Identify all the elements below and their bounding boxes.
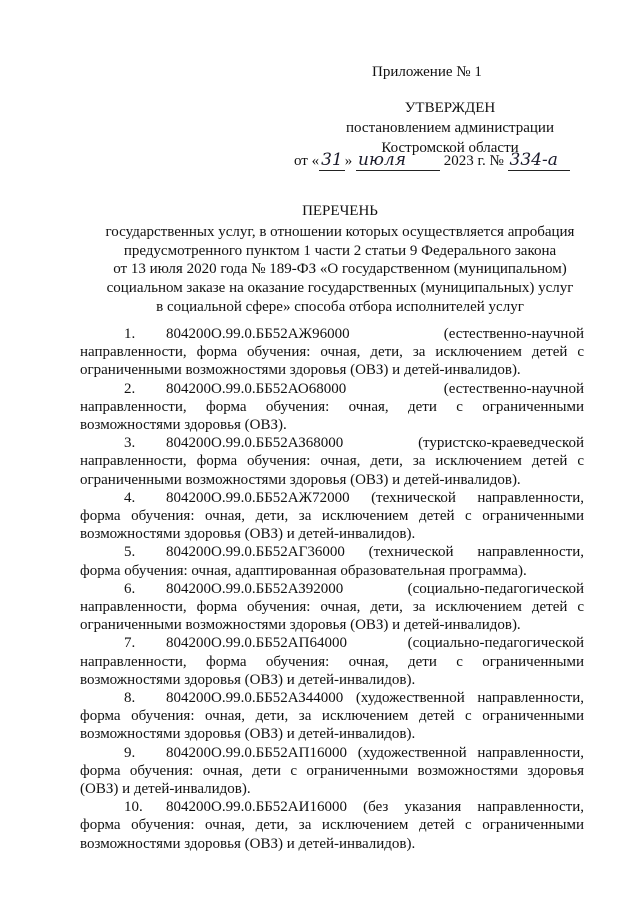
item-number: 10. <box>124 799 143 816</box>
approval-date <box>294 150 570 171</box>
list-item <box>80 434 584 489</box>
year-text: 2023 г. № <box>443 153 504 169</box>
title-line: государственных услуг, в отношении которых осуществляется апробация <box>105 223 575 240</box>
item-text: (технической направленности, форма обучения: очная, адаптированная образовательная программа). <box>80 544 584 579</box>
item-number: 8. <box>124 690 136 707</box>
handwritten-number <box>508 150 570 171</box>
list-item <box>80 489 584 544</box>
item-text: (технической направленности, форма обучения: очная, дети, за исключением детей с ограниченными возможностями здоровья (ОВЗ) и детей-инвалидов). <box>80 489 584 543</box>
list-item <box>80 380 584 435</box>
list-item <box>80 543 584 579</box>
item-code: 804200О.99.0.ББ52АЖ96000 <box>166 326 350 342</box>
item-number: 4. <box>124 489 136 506</box>
list-item <box>80 580 584 635</box>
item-number: 9. <box>124 744 136 761</box>
list-item <box>80 634 584 689</box>
title-heading: ПЕРЕЧЕНЬ <box>302 203 378 219</box>
list-item <box>80 325 584 380</box>
item-code: 804200О.99.0.ББ52АИ16000 <box>166 799 347 816</box>
item-code: 804200О.99.0.ББ52АП16000 <box>166 744 347 761</box>
item-text: (социально-педагогической направленности, форма обучения: очная, дети, за исключением детей с ограниченными возможностями здоровья (ОВЗ) и детей-инвалидов). <box>80 580 584 634</box>
month-value: июля <box>358 150 406 170</box>
number-value: 334-а <box>509 150 558 170</box>
title-line: в социальной сфере» способа отбора исполнителей услуг <box>156 298 524 315</box>
approval-block <box>330 98 570 158</box>
handwritten-month <box>356 150 440 171</box>
handwritten-day <box>319 150 345 171</box>
approved-line-2: Костромской области <box>381 140 519 156</box>
item-code: 804200О.99.0.ББ52АГ36000 <box>166 544 345 561</box>
appendix-label: Приложение № 1 <box>372 64 482 80</box>
item-number: 3. <box>124 435 136 452</box>
item-number: 2. <box>124 380 136 397</box>
list-item <box>80 744 584 799</box>
item-code: 804200О.99.0.ББ52АО68000 <box>166 380 347 397</box>
title-line: от 13 июля 2020 года № 189-ФЗ «О государственном (муниципальном) <box>113 261 567 278</box>
item-text: (естественно-научной направленности, форма обучения: очная, дети с ограниченными возможностями здоровья (ОВЗ). <box>80 380 584 434</box>
item-text: (социально-педагогической направленности, форма обучения: очная, дети с ограниченными возможностями здоровья (ОВЗ) и детей-инвалидов). <box>80 635 584 688</box>
item-number: 5. <box>124 544 136 561</box>
date-mid: » <box>344 153 353 169</box>
title-line: предусмотренного пунктом 1 части 2 статьи 9 Федерального закона <box>123 242 557 259</box>
date-prefix: от « <box>294 153 320 169</box>
day-value: 31 <box>321 150 343 170</box>
item-code: 804200О.99.0.ББ52АЖ72000 <box>166 489 350 506</box>
item-number: 1. <box>124 326 136 342</box>
list-item <box>80 689 584 744</box>
approved-heading: УТВЕРЖДЕН <box>404 100 496 116</box>
services-list <box>80 325 584 853</box>
item-text: (естественно-научной направленности, форма обучения: очная, дети, за исключением детей с ограниченными возможностями здоровья (ОВЗ) и детей-инвалидов). <box>80 326 584 379</box>
item-code: 804200О.99.0.ББ52АЗ44000 <box>166 690 344 707</box>
item-text: (без указания направленности, форма обучения: очная, дети, за исключением детей с ограниченными возможностями здоровья (ОВЗ) и детей-инвалидов). <box>80 799 585 852</box>
list-item <box>80 798 584 853</box>
document-title <box>80 202 600 317</box>
item-code: 804200О.99.0.ББ52АЗ92000 <box>166 580 344 597</box>
item-code: 804200О.99.0.ББ52АЗ68000 <box>166 435 344 452</box>
item-code: 804200О.99.0.ББ52АП64000 <box>166 635 347 652</box>
title-line: социальном заказе на оказание государственных (муниципальных) услуг <box>106 280 574 297</box>
approved-line-1: постановлением администрации <box>346 120 554 136</box>
item-text: (художественной направленности, форма обучения: очная, дети, за исключением детей с ограниченными возможностями здоровья (ОВЗ) и детей-инвалидов). <box>80 690 584 743</box>
item-number: 7. <box>124 635 136 652</box>
item-text: (художественной направленности, форма обучения: очная, дети с ограниченными возможностями здоровья (ОВЗ) и детей-инвалидов). <box>80 744 584 798</box>
item-number: 6. <box>124 580 136 597</box>
item-text: (туристско-краеведческой направленности, форма обучения: очная, дети, за исключением детей с ограниченными возможностями здоровья (ОВЗ) и детей-инвалидов). <box>80 435 584 488</box>
